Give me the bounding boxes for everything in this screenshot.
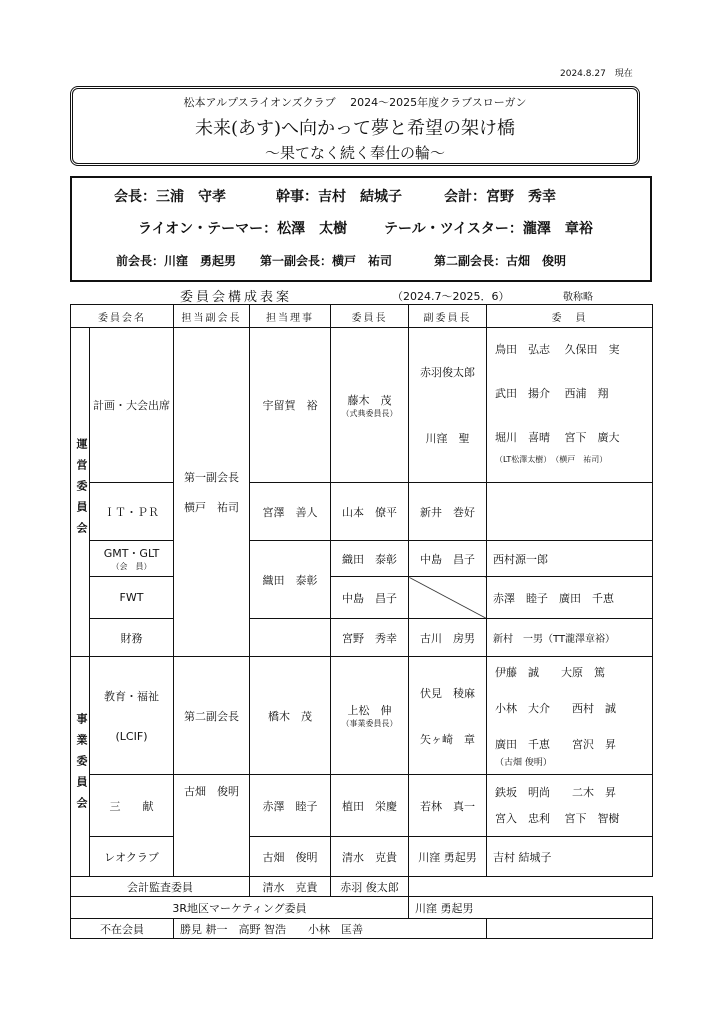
- table-row: [71, 619, 653, 657]
- director-cell: 古畑 俊明: [250, 837, 331, 877]
- vice-chair-1: 伏見 稜麻: [420, 686, 475, 700]
- table-note: 敬称略: [563, 292, 593, 303]
- members-cell: 西村源一郎: [487, 541, 653, 577]
- chair-note: （式典委員長）: [341, 408, 398, 418]
- slogan-sub: ～果てなく続く奉仕の輪～: [264, 144, 445, 162]
- chair-cell: 織田 泰彰: [331, 541, 409, 577]
- vice-chair-cell: [409, 657, 487, 775]
- committee-name-note: （会 員）: [111, 562, 152, 571]
- member-line: 小林 大介 西村 誠: [495, 701, 616, 715]
- member-line: 鉄坂 明尚 二木 昇: [495, 785, 616, 799]
- treasurer: 会計：宮野 秀幸: [444, 189, 556, 205]
- slogan-main: 未来(あす)へ向かって夢と希望の架け橋: [194, 118, 516, 139]
- officers-box: [70, 176, 652, 282]
- vice-chair-cell: 川窪 勇起男: [409, 837, 487, 877]
- member-line: （古畑 俊明）: [495, 757, 552, 768]
- members-cell: [487, 328, 653, 483]
- member-line: 堀川 喜晴 宮下 廣大: [495, 431, 620, 444]
- chair-cell: 宮野 秀幸: [331, 619, 409, 657]
- members-cell: 赤澤 睦子 廣田 千恵: [487, 577, 653, 619]
- committee-table: [70, 304, 653, 939]
- audit-a: 清水 克貴: [250, 877, 331, 897]
- vice-chair-cell: [409, 328, 487, 483]
- member-line: 宮入 忠利 宮下 智樹: [495, 811, 620, 825]
- committee-name-main: 教育・福祉: [104, 690, 159, 703]
- group-business: [71, 657, 90, 877]
- slogan-heading: 松本アルプスライオンズクラブ 2024～2025年度クラブスローガン: [183, 96, 527, 109]
- table-caption: 委員会構成表案: [180, 290, 293, 305]
- group-operations: [71, 328, 90, 657]
- header-committee: 委員会名: [71, 305, 174, 328]
- vice-chair-2: 矢ヶ崎 章: [420, 732, 475, 746]
- committee-name: 計画・大会出席: [90, 328, 174, 483]
- vice-chair-empty: [409, 577, 487, 619]
- director-empty: [250, 619, 331, 657]
- marketing-row: [71, 897, 653, 919]
- table-period: （2024.7～2025．6）: [392, 290, 510, 303]
- vp-title: 第一副会長: [184, 471, 239, 484]
- table-row: [71, 483, 653, 541]
- header-vp: 担当副会長: [174, 305, 250, 328]
- chair-cell: 清水 克貴: [331, 837, 409, 877]
- lion-tamer: ライオン・テーマー：松澤 太樹: [138, 221, 348, 237]
- vice-chair-2: 川窪 聖: [425, 432, 470, 445]
- past-president: 前会長：川窪 勇起男: [116, 254, 237, 268]
- committee-name-sub: (LCIF): [115, 730, 148, 743]
- tail-twister: テール・ツイスター：瀧澤 章裕: [384, 221, 593, 237]
- table-row: [71, 328, 653, 483]
- date-note: 2024.8.27 現在: [560, 69, 633, 79]
- audit-label: 会計監査委員: [71, 877, 250, 897]
- audit-b: 赤羽 俊太郎: [331, 877, 409, 897]
- director-cell: 宮澤 善人: [250, 483, 331, 541]
- chair-name: 藤木 茂: [347, 393, 392, 407]
- president: 会長：三浦 守孝: [114, 189, 226, 205]
- members-cell: [487, 775, 653, 837]
- director-cell: 赤澤 睦子: [250, 775, 331, 837]
- vp-cell: 古畑 俊明: [174, 775, 250, 877]
- header-director: 担当理事: [250, 305, 331, 328]
- audit-empty: [409, 877, 653, 897]
- committee-name: レオクラブ: [90, 837, 174, 877]
- member-line: （LT松澤太樹） （横戸 祐司）: [495, 455, 608, 464]
- vice-chair-cell: 古川 房男: [409, 619, 487, 657]
- header-chair: 委員長: [331, 305, 409, 328]
- director-cell: 織田 泰彰: [250, 541, 331, 619]
- audit-row: [71, 877, 653, 897]
- director-cell: 宇留賀 裕: [250, 328, 331, 483]
- vice-chair-1: 赤羽俊太郎: [420, 366, 475, 379]
- vp-cell: 第二副会長: [174, 657, 250, 775]
- header-vice-chair: 副委員長: [409, 305, 487, 328]
- member-line: 伊藤 誠 大原 篤: [495, 665, 605, 679]
- vice-chair-cell: 中島 昌子: [409, 541, 487, 577]
- first-vp: 第一副会長：横戸 祐司: [260, 254, 393, 268]
- table-row: [71, 577, 653, 619]
- member-line: 武田 揚介 西浦 翔: [495, 387, 609, 400]
- table-row: [71, 657, 653, 775]
- table-row: [71, 775, 653, 837]
- chair-cell: 山本 僚平: [331, 483, 409, 541]
- committee-name: [90, 657, 174, 775]
- absent-value: 勝見 耕一 高野 智浩 小林 匡善: [174, 919, 487, 939]
- chair-name: 上松 伸: [347, 704, 392, 717]
- absent-label: 不在会員: [71, 919, 174, 939]
- table-header: [71, 305, 653, 328]
- members-cell: [487, 657, 653, 775]
- table-row: [71, 837, 653, 877]
- member-line: 廣田 千恵 宮沢 昇: [495, 737, 616, 751]
- slogan-box: [70, 86, 640, 166]
- members-cell: 新村 一男（TT瀧澤章裕）: [487, 619, 653, 657]
- committee-name: 財務: [90, 619, 174, 657]
- absent-empty: [487, 919, 653, 939]
- marketing-label: 3R地区マーケティング委員: [71, 897, 409, 919]
- header-members: 委 員: [487, 305, 653, 328]
- second-vp: 第二副会長：古畑 俊明: [434, 254, 567, 268]
- committee-name: 三 献: [90, 775, 174, 837]
- committee-name: FWT: [90, 577, 174, 619]
- chair-cell: 中島 昌子: [331, 577, 409, 619]
- members-cell: 吉村 結城子: [487, 837, 653, 877]
- vice-chair-cell: 若林 真一: [409, 775, 487, 837]
- vice-chair-cell: 新井 巻好: [409, 483, 487, 541]
- chair-note: （事業委員長）: [341, 719, 398, 728]
- absent-row: [71, 919, 653, 939]
- chair-cell: [331, 657, 409, 775]
- secretary: 幹事：吉村 結城子: [276, 189, 402, 205]
- chair-cell: 植田 栄慶: [331, 775, 409, 837]
- director-cell: 橋木 茂: [250, 657, 331, 775]
- vp-name: 横戸 祐司: [184, 501, 239, 514]
- chair-cell: [331, 328, 409, 483]
- group-business-label: 事業委員会: [75, 712, 88, 818]
- members-cell: [487, 483, 653, 541]
- marketing-value: 川窪 勇起男: [409, 897, 653, 919]
- group-operations-label: 運営委員会: [75, 438, 88, 543]
- committee-name: ＩＴ・ＰＲ: [90, 483, 174, 541]
- committee-name-main: GMT・GLT: [103, 547, 160, 560]
- vp-cell: [174, 328, 250, 657]
- member-line: 鳥田 弘志 久保田 実: [495, 343, 620, 356]
- table-row: [71, 541, 653, 577]
- committee-name: [90, 541, 174, 577]
